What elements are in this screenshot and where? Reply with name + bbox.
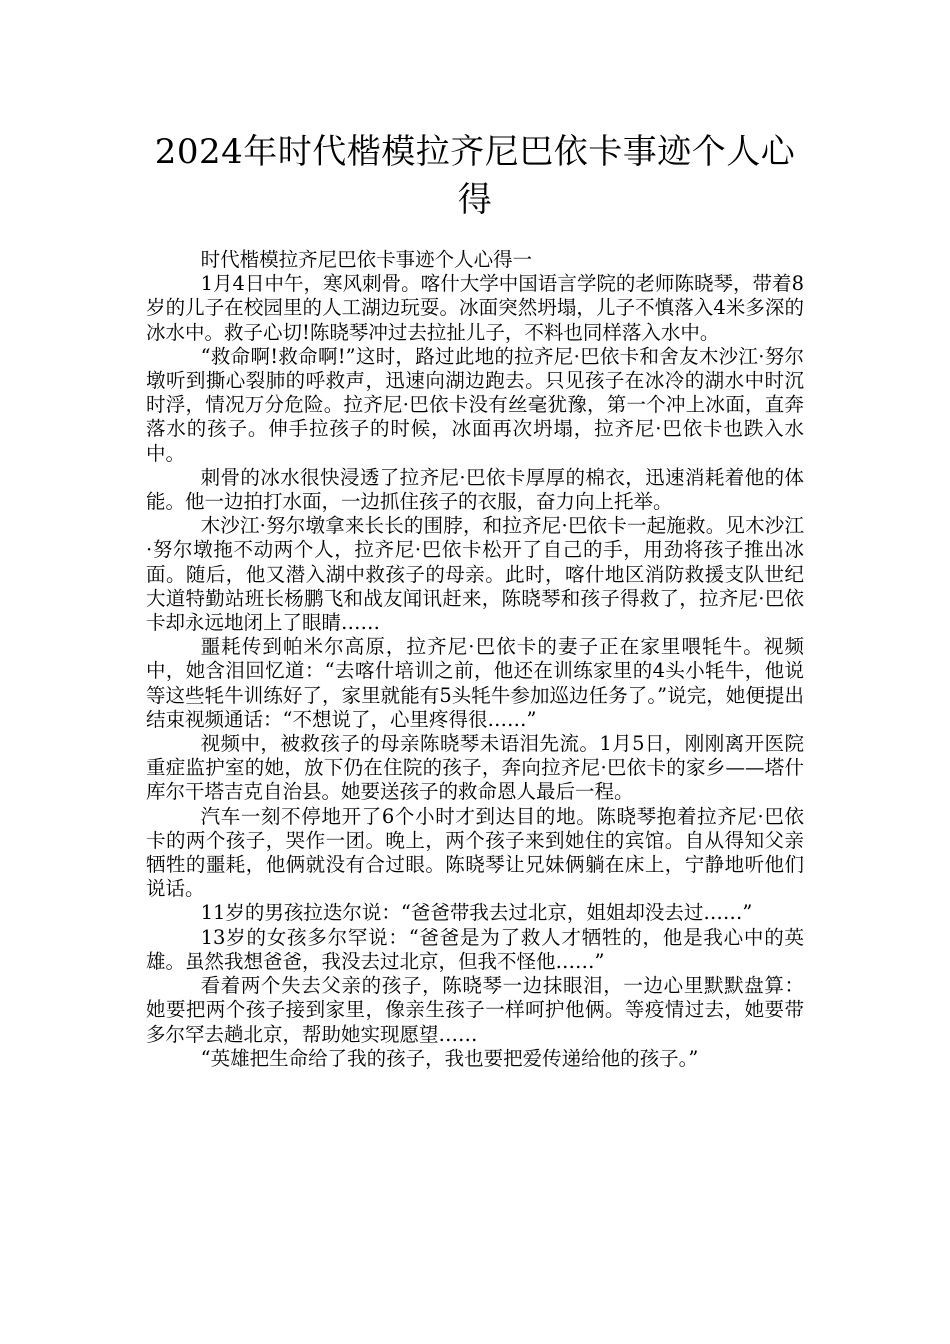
paragraph: “救命啊!救命啊!”这时，路过此地的拉齐尼·巴依卡和舍友木沙江·努尔墩听到撕心裂肺的呼救声，迅速向湖边跑去。只见孩子在冰冷的湖水中时沉时浮，情况万分危险。拉齐尼·巴依卡没有丝毫犹豫，第一个冲上冰面，直奔落水的孩子。伸手拉孩子的时候，冰面再次坍塌，拉齐尼·巴依卡也跌入水中。 bbox=[146, 344, 804, 465]
paragraph: 13岁的女孩多尔罕说：“爸爸是为了救人才牺牲的，他是我心中的英雄。虽然我想爸爸，我没去过北京，但我不怪他……” bbox=[146, 925, 804, 973]
paragraph: 汽车一刻不停地开了6个小时才到达目的地。陈晓琴抱着拉齐尼·巴依卡的两个孩子，哭作一团。晚上，两个孩子来到她住的宾馆。自从得知父亲牺牲的噩耗，他俩就没有合过眼。陈晓琴让兄妹俩躺在床上，宁静地听他们说话。 bbox=[146, 804, 804, 901]
document-body bbox=[146, 248, 804, 1071]
paragraph: 木沙江·努尔墩拿来长长的围脖，和拉齐尼·巴依卡一起施救。见木沙江·努尔墩拖不动两个人，拉齐尼·巴依卡松开了自己的手，用劲将孩子推出冰面。随后，他又潜入湖中救孩子的母亲。此时，喀什地区消防救援支队世纪大道特勤站班长杨鹏飞和战友闻讯赶来，陈晓琴和孩子得救了，拉齐尼·巴依卡却永远地闭上了眼睛…… bbox=[146, 514, 804, 635]
paragraph: “英雄把生命给了我的孩子，我也要把爱传递给他的孩子。” bbox=[200, 1046, 699, 1070]
paragraph: 噩耗传到帕米尔高原，拉齐尼·巴依卡的妻子正在家里喂牦牛。视频中，她含泪回忆道：“去喀什培训之前，他还在训练家里的4头小牦牛，他说等这些牦牛训练好了，家里就能有5头牦牛参加巡边任务了。”说完，她便提出结束视频通话：“不想说了，心里疼得很……” bbox=[146, 635, 804, 731]
paragraph: 视频中，被救孩子的母亲陈晓琴未语泪先流。1月5日，刚刚离开医院重症监护室的她，放下仍在住院的孩子，奔向拉齐尼·巴依卡的家乡——塔什库尔干塔吉克自治县。她要送孩子的救命恩人最后一程。 bbox=[146, 732, 804, 804]
paragraph: 刺骨的冰水很快浸透了拉齐尼·巴依卡厚厚的棉衣，迅速消耗着他的体能。他一边拍打水面，一边抓住孩子的衣服，奋力向上托举。 bbox=[146, 465, 804, 514]
paragraph: 看着两个失去父亲的孩子，陈晓琴一边抹眼泪，一边心里默默盘算：她要把两个孩子接到家里，像亲生孩子一样呵护他俩。等疫情过去，她要带多尔罕去趟北京，帮助她实现愿望…… bbox=[146, 974, 804, 1046]
paragraph: 11岁的男孩拉迭尔说：“爸爸带我去过北京，姐姐却没去过……” bbox=[200, 901, 753, 925]
document-title: 2024年时代楷模拉齐尼巴依卡事迹个人心得 bbox=[154, 132, 796, 220]
section-heading: 时代楷模拉齐尼巴依卡事迹个人心得一 bbox=[200, 248, 533, 271]
paragraph: 1月4日中午，寒风刺骨。喀什大学中国语言学院的老师陈晓琴，带着8岁的儿子在校园里的人工湖边玩耍。冰面突然坍塌，儿子不慎落入4米多深的冰水中。救子心切!陈晓琴冲过去拉扯儿子，不料也同样落入水中。 bbox=[146, 272, 804, 344]
